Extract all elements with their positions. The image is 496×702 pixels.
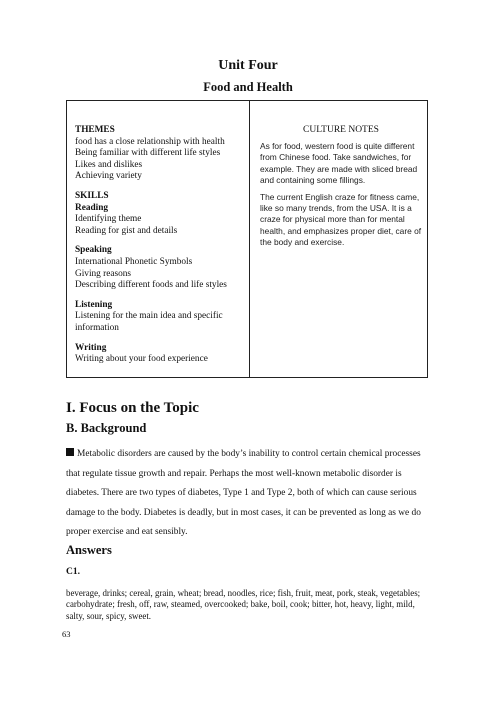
answer-text: beverage, drinks; cereal, grain, wheat; bread, noodles, rice; fish, fruit, meat, pork, steak, vegetables; carbohydrate; fresh, off, raw, steamed, overcooked; bake, boil, cook; bitter, hot, heavy, light, mild, salty, sour, spicy, sweet. <box>66 588 421 621</box>
page-subtitle: Food and Health <box>203 80 293 94</box>
culture-note-paragraph: As for food, western food is quite different from Chinese food. Take sandwiches, for example. They are made with sliced bread and containing some fillings. <box>260 141 418 185</box>
background-heading: B. Background <box>66 421 147 435</box>
theme-item: Likes and dislikes <box>75 159 143 170</box>
reading-heading: Reading <box>75 202 109 213</box>
speaking-item: Describing different foods and life styles <box>75 280 227 291</box>
writing-heading: Writing <box>75 342 107 353</box>
page-title: Unit Four <box>218 58 278 73</box>
background-text: Metabolic disorders are caused by the body’s inability to control certain chemical processes that regulate tissue growth and repair. Perhaps the most well-known metabolic disorder is diabetes. There are two types of diabetes, Type 1 and Type 2, both of which can cause serious damage to the body. Diabetes is deadly, but in most cases, it can be prevented as long as we do proper exercise and eat sensibly. <box>66 449 421 537</box>
background-paragraph <box>66 445 432 543</box>
culture-note-paragraph: The current English craze for fitness came, like so many trends, from the USA. It is a craze for physical more than for mental health, and emphasizes proper diet, care of the body and exercise. <box>260 192 422 247</box>
theme-item: Achieving variety <box>75 171 142 182</box>
listening-item: Listening for the main idea and specific information <box>75 311 223 333</box>
culture-notes-column <box>260 125 422 254</box>
listening-heading: Listening <box>75 299 113 310</box>
section-heading: I. Focus on the Topic <box>66 400 199 416</box>
bullet-square-icon <box>66 448 74 456</box>
answer-label: C1. <box>66 567 80 577</box>
overview-table <box>66 100 428 378</box>
speaking-item: International Phonetic Symbols <box>75 256 193 267</box>
reading-item: Reading for gist and details <box>75 225 178 236</box>
culture-notes-heading: CULTURE NOTES <box>303 125 379 135</box>
themes-heading: THEMES <box>75 125 115 135</box>
speaking-heading: Speaking <box>75 245 112 256</box>
answers-heading: Answers <box>66 543 112 557</box>
theme-item: food has a close relationship with health <box>75 136 225 147</box>
themes-skills-column <box>75 125 247 366</box>
skills-heading: SKILLS <box>75 190 109 201</box>
theme-item: Being familiar with different life styles <box>75 148 221 159</box>
page-number: 63 <box>62 629 71 639</box>
reading-item: Identifying theme <box>75 214 142 225</box>
speaking-item: Giving reasons <box>75 268 132 279</box>
writing-item: Writing about your food experience <box>75 354 208 365</box>
column-divider <box>249 101 250 377</box>
